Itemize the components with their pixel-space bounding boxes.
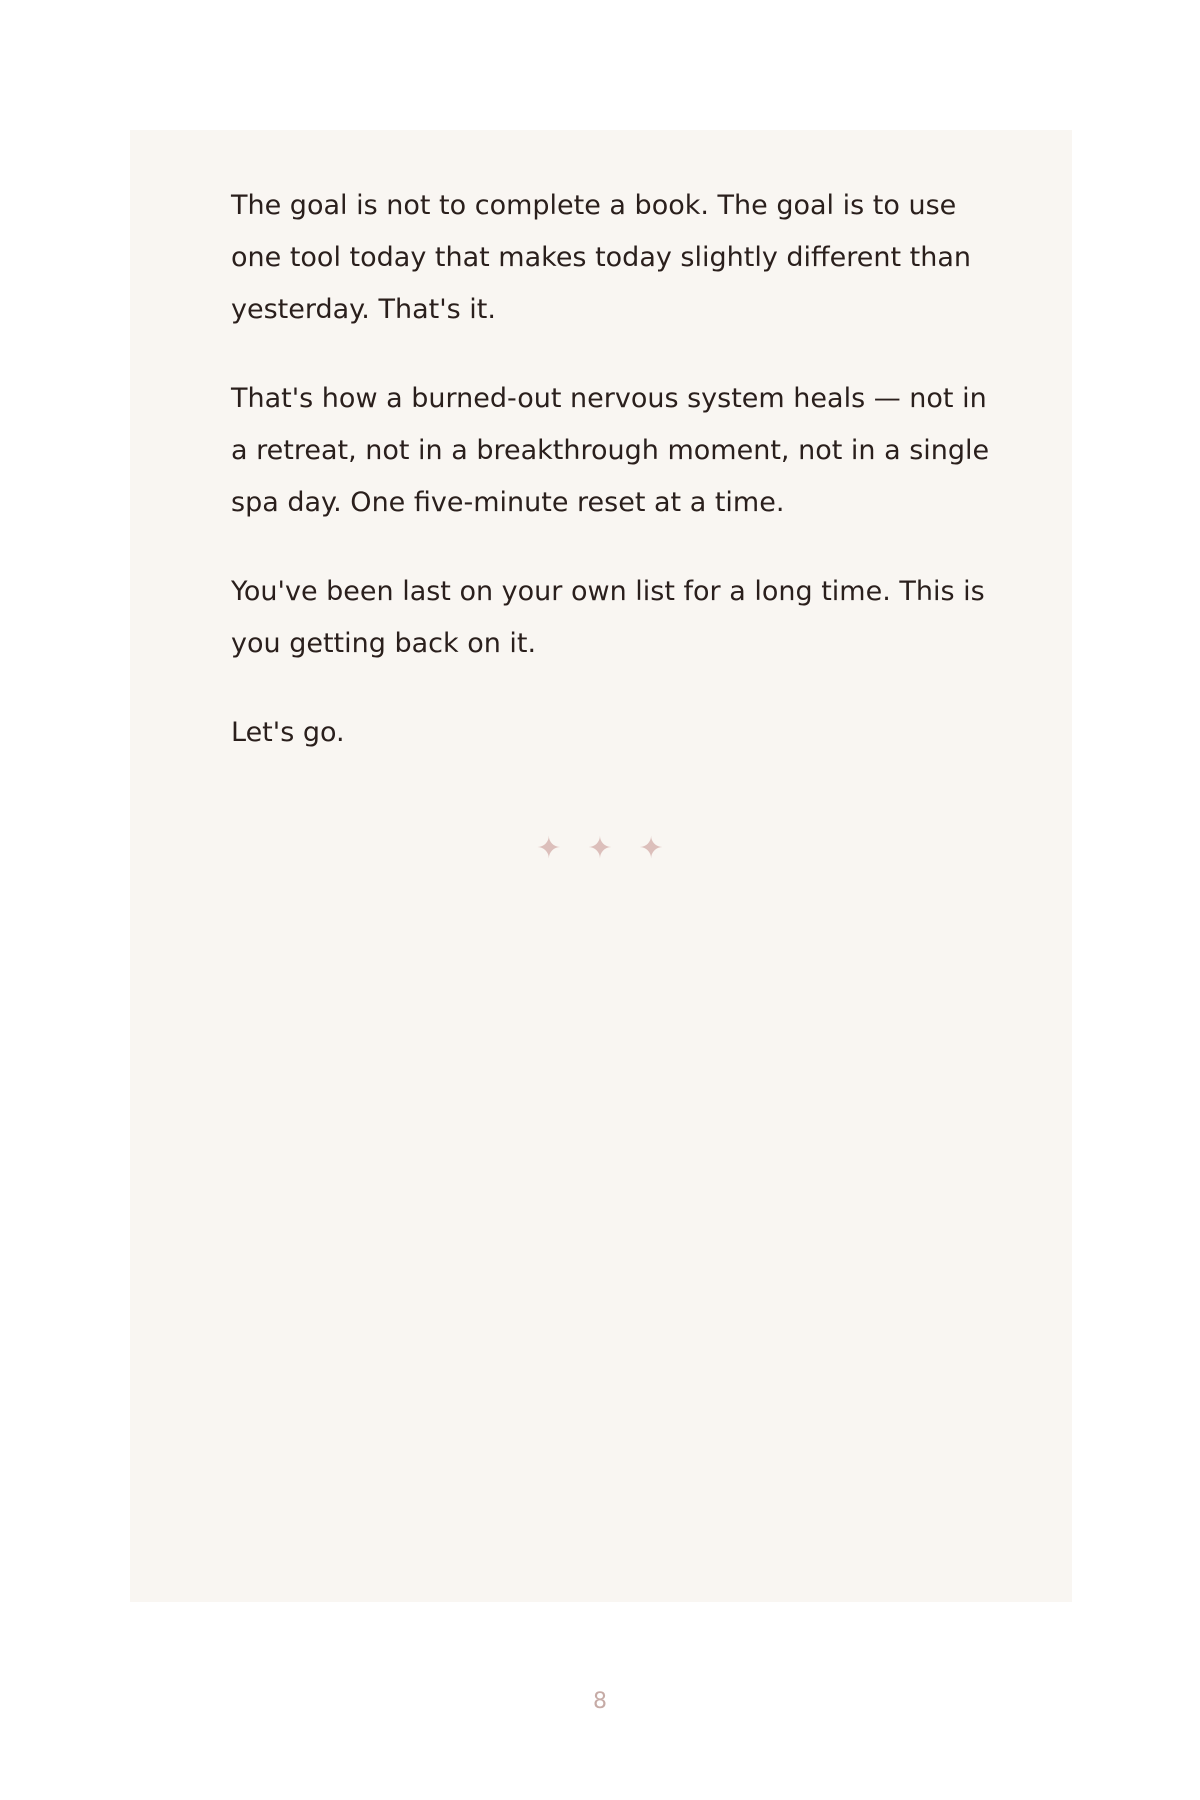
sparkle-divider-icon: ✦✦✦ [536,831,690,866]
paragraph-own-list: You've been last on your own list for a long time. This is you getting back on it. [231,576,985,659]
page-number: 8 [593,1689,607,1714]
paragraph-lets-go: Let's go. [231,717,345,748]
paragraph-healing: That's how a burned-out nervous system heals — not in a retreat, not in a breakthrough moment, not in a single spa day. One five-minute reset at a time. [231,383,990,518]
body-text [231,180,991,796]
paragraph-goal: The goal is not to complete a book. The goal is to use one tool today that makes today slightly different than yesterday. That's it. [231,190,972,325]
